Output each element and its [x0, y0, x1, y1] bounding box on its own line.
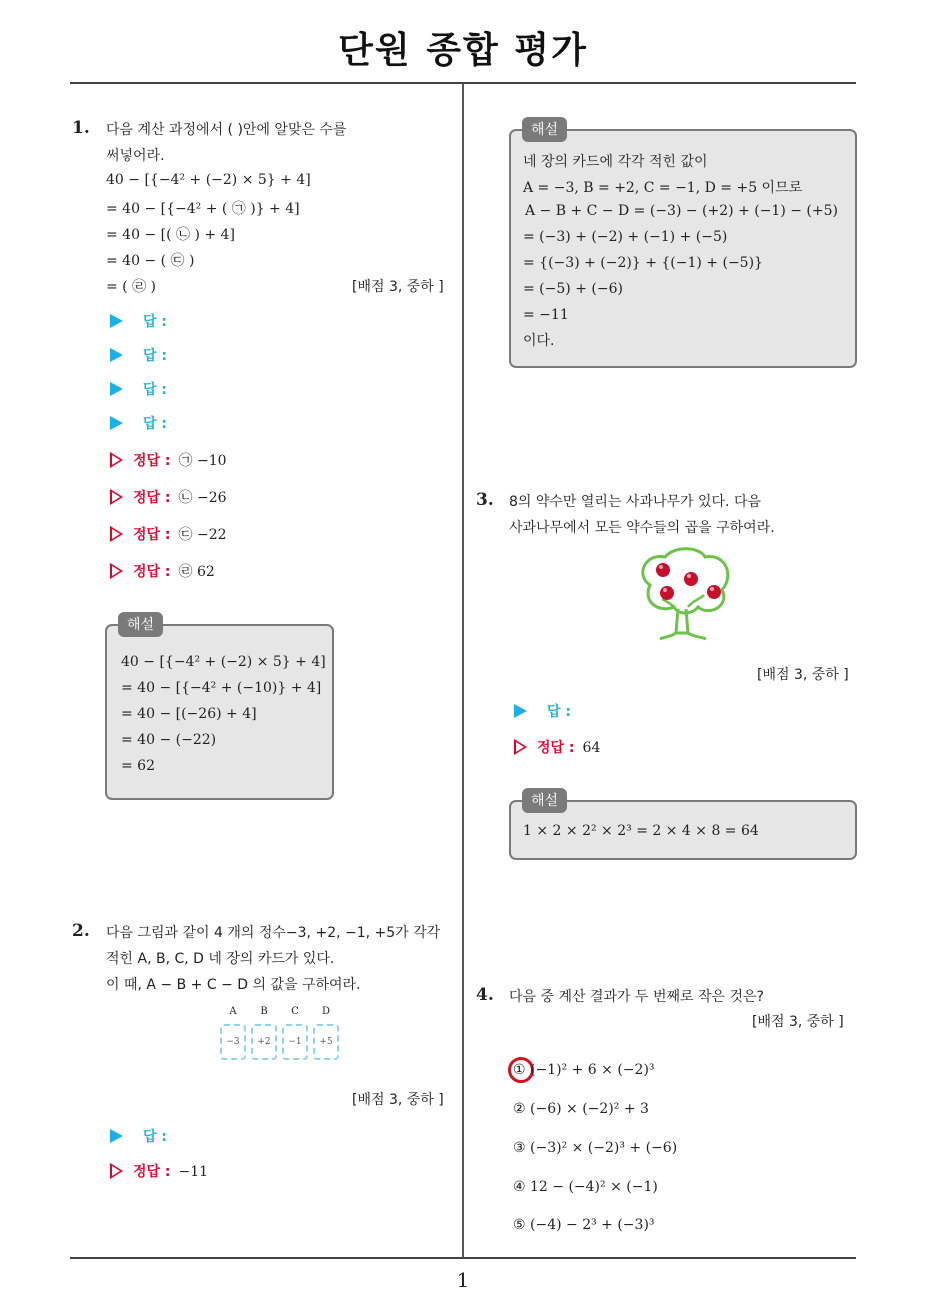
correct-answer: 정답 : ㉡ −26: [110, 487, 227, 507]
option-2[interactable]: ② (−6) × (−2)² + 3: [513, 1101, 649, 1117]
card: +2: [251, 1024, 277, 1060]
outline-triangle-icon: [110, 489, 123, 505]
correct-answer: 정답 : −11: [110, 1161, 208, 1181]
number-cards: [218, 1006, 342, 1066]
question-number: 4.: [476, 985, 494, 1005]
column-divider: [462, 84, 464, 1258]
answer-field[interactable]: [110, 379, 167, 399]
score-label: [배점 3, 중하 ]: [352, 279, 444, 295]
answer-label: 답 :: [143, 382, 167, 398]
card-label: B: [260, 1006, 268, 1017]
answer-label: 답 :: [143, 1129, 167, 1145]
explanation-line: = (−5) + (−6): [523, 281, 623, 297]
card: −3: [220, 1024, 246, 1060]
question-number: 3.: [476, 490, 494, 510]
play-icon: [110, 348, 123, 362]
play-icon: [110, 416, 123, 430]
question-number: 2.: [72, 921, 90, 941]
correct-answer: 정답 : ㉠ −10: [110, 450, 227, 470]
card: −1: [282, 1024, 308, 1060]
play-icon: [110, 1129, 123, 1143]
answer-label: 답 :: [143, 348, 167, 364]
explanation-tag: 해설: [118, 612, 163, 637]
option-5[interactable]: ⑤ (−4) − 2³ + (−3)³: [513, 1217, 655, 1233]
outline-triangle-icon: [110, 452, 123, 468]
question-text: 이 때, A − B + C − D 의 값을 구하여라.: [106, 977, 361, 993]
outline-triangle-icon: [514, 739, 527, 755]
card-label: A: [229, 1006, 237, 1017]
card: +5: [313, 1024, 339, 1060]
explanation-line: = {(−3) + (−2)} + {(−1) + (−5)}: [523, 255, 763, 271]
score-label: [배점 3, 중하 ]: [752, 1014, 844, 1030]
outline-triangle-icon: [110, 526, 123, 542]
answer-field[interactable]: [110, 413, 167, 433]
explanation-line: = 62: [121, 758, 155, 774]
answer-label: 답 :: [143, 314, 167, 330]
score-label: [배점 3, 중하 ]: [352, 1092, 444, 1108]
explanation-line: = 40 − (−22): [121, 732, 217, 748]
explanation-line: A − B + C − D = (−3) − (+2) + (−1) − (+5): [525, 203, 838, 219]
page-title: 단원 종합 평가: [338, 30, 588, 71]
explanation-line: 이다.: [523, 333, 555, 349]
option-4[interactable]: ④ 12 − (−4)² × (−1): [513, 1179, 658, 1195]
correct-answer: 정답 : ㉢ −22: [110, 524, 227, 544]
answer-label: 답 :: [143, 416, 167, 432]
answer-label: 답 :: [547, 704, 571, 720]
outline-triangle-icon: [110, 563, 123, 579]
calc-line: = 40 − ( ㉢ ): [106, 253, 195, 269]
calc-line: = 40 − [{−4² + ( ㉠ )} + 4]: [106, 201, 300, 217]
apple-tree-image: [630, 545, 740, 645]
outline-triangle-icon: [110, 1163, 123, 1179]
explanation-line: = 40 − [(−26) + 4]: [121, 706, 257, 722]
question-text: 8의 약수만 열리는 사과나무가 있다. 다음: [509, 494, 761, 510]
explanation-line: A = −3, B = +2, C = −1, D = +5 이므로: [523, 180, 803, 196]
play-icon: [110, 314, 123, 328]
explanation-line: 네 장의 카드에 각각 적힌 값이: [523, 154, 708, 170]
question-text: 다음 그림과 같이 4 개의 정수−3, +2, −1, +5가 각각: [106, 925, 441, 941]
explanation-line: = −11: [523, 307, 569, 323]
card-label: D: [321, 1006, 331, 1017]
calc-line: = ( ㉣ ): [106, 279, 157, 295]
footer-rule: [70, 1257, 856, 1259]
score-label: [배점 3, 중하 ]: [757, 667, 849, 683]
explanation-box: [105, 624, 334, 800]
answer-field[interactable]: [110, 345, 167, 365]
explanation-tag: 해설: [522, 788, 567, 813]
explanation-line: 40 − [{−4² + (−2) × 5} + 4]: [121, 654, 326, 670]
question-text: 써넣어라.: [106, 148, 165, 164]
question-text: 사과나무에서 모든 약수들의 곱을 구하여라.: [509, 520, 775, 536]
explanation-line: 1 × 2 × 2² × 2³ = 2 × 4 × 8 = 64: [523, 823, 759, 839]
calc-line: = 40 − [( ㉡ ) + 4]: [106, 227, 235, 243]
answer-field[interactable]: [110, 1126, 167, 1146]
explanation-tag: 해설: [522, 117, 567, 142]
answer-field[interactable]: [514, 701, 571, 721]
play-icon: [110, 382, 123, 396]
play-icon: [514, 704, 527, 718]
explanation-line: = 40 − [{−4² + (−10)} + 4]: [121, 680, 322, 696]
question-text: 다음 계산 과정에서 ( )안에 알맞은 수를: [106, 122, 347, 138]
card-label: C: [291, 1006, 299, 1017]
page-number: 1: [456, 1268, 470, 1292]
explanation-line: = (−3) + (−2) + (−1) + (−5): [523, 229, 728, 245]
answer-field[interactable]: [110, 311, 167, 331]
option-1[interactable]: ① (−1)² + 6 × (−2)³: [513, 1062, 655, 1078]
correct-answer: 정답 : ㉣ 62: [110, 561, 215, 581]
calc-line: 40 − [{−4² + (−2) × 5} + 4]: [106, 172, 311, 188]
correct-answer: 정답 : 64: [514, 737, 600, 757]
explanation-box: [509, 129, 857, 368]
option-3[interactable]: ③ (−3)² × (−2)³ + (−6): [513, 1140, 678, 1156]
question-text: 다음 중 계산 결과가 두 번째로 작은 것은?: [509, 989, 764, 1005]
question-text: 적힌 A, B, C, D 네 장의 카드가 있다.: [106, 951, 335, 967]
question-number: 1.: [72, 118, 90, 138]
